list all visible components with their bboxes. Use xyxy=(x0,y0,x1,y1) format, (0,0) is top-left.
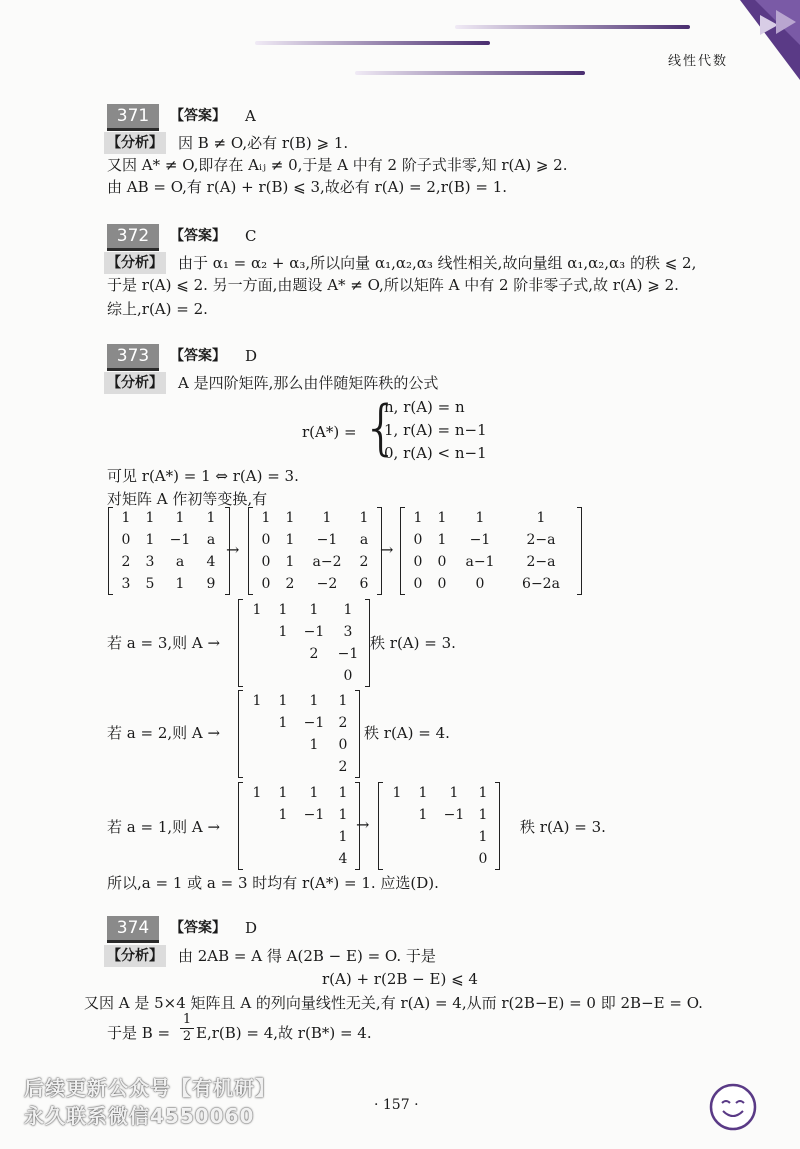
analysis-line: 由于 α₁ = α₂ + α₃,所以向量 α₁,α₂,α₃ 线性相关,故向量组 α₁,α₂,α₃ 的秩 ⩽ 2, xyxy=(178,254,697,272)
matrix-entry: 1 xyxy=(175,576,185,592)
matrix-entry: 2−a xyxy=(526,554,556,570)
matrix-entry xyxy=(244,756,270,778)
matrix-entry: 0 xyxy=(413,532,423,548)
matrix-entry: 2 xyxy=(338,715,348,731)
matrix-entry: 2 xyxy=(359,554,369,570)
watermark-line-1: 后续更新公众号【有机研】 xyxy=(24,1076,276,1100)
matrix-entry: 1 xyxy=(338,785,348,801)
fraction-denominator: 2 xyxy=(182,1029,192,1044)
header-bar-1 xyxy=(455,25,690,29)
matrix-entry xyxy=(244,826,270,848)
matrix-entry: 1 xyxy=(278,715,288,731)
analysis-line: 于是 B = xyxy=(107,1024,171,1042)
matrix-entry: 1 xyxy=(252,785,262,801)
matrix-entry: 6−2a xyxy=(522,576,560,592)
matrix-entry: 0 xyxy=(413,576,423,592)
answer-label: 【答案】 xyxy=(170,348,226,364)
matrix-case-a3 xyxy=(238,599,370,687)
matrix-step1 xyxy=(248,507,382,595)
matrix-entry: 1 xyxy=(478,807,488,823)
matrix-entry: 0 xyxy=(261,554,271,570)
matrix-entry: 2 xyxy=(338,759,348,775)
matrix-entry xyxy=(244,643,270,665)
matrix-entry: −1 xyxy=(443,807,465,823)
matrix-entry: 1 xyxy=(285,554,295,570)
analysis-line: A 是四阶矩阵,那么由伴随矩阵秩的公式 xyxy=(178,374,439,392)
matrix-entry xyxy=(270,826,296,848)
matrix-entry: 3 xyxy=(121,576,131,592)
matrix-entry xyxy=(436,826,472,848)
matrix-entry: 1 xyxy=(145,532,155,548)
matrix-entry: 1 xyxy=(322,510,332,526)
answer-label: 【答案】 xyxy=(170,920,226,936)
case-a2-rank: 秩 r(A) = 4. xyxy=(364,724,450,742)
matrix-entry xyxy=(244,665,270,687)
matrix-entry: −1 xyxy=(169,532,191,548)
matrix-case-a2 xyxy=(238,690,360,778)
matrix-entry: 1 xyxy=(437,532,447,548)
rank-formula-lhs: r(A*) = xyxy=(302,423,357,441)
analysis-line: 综上,r(A) = 2. xyxy=(107,300,208,318)
arrow-icon: → xyxy=(380,540,394,559)
matrix-entry: 1 xyxy=(392,785,402,801)
answer-label: 【答案】 xyxy=(170,228,226,244)
matrix-entry xyxy=(270,665,296,687)
matrix-entry: 4 xyxy=(338,851,348,867)
matrix-entry: 1 xyxy=(252,602,262,618)
matrix-entry: a xyxy=(359,532,369,548)
conclusion-line: 所以,a = 1 或 a = 3 时均有 r(A*) = 1. 应选(D). xyxy=(107,874,439,892)
matrix-entry xyxy=(244,621,270,643)
matrix-entry: 9 xyxy=(206,576,216,592)
matrix-entry: 1 xyxy=(278,602,288,618)
matrix-entry: 0 xyxy=(413,554,423,570)
matrix-entry: a xyxy=(175,554,185,570)
analysis-label: 【分析】 xyxy=(104,945,166,967)
matrix-entry: 1 xyxy=(309,693,319,709)
matrix-entry: −1 xyxy=(303,715,325,731)
matrix-entry: 1 xyxy=(338,807,348,823)
matrix-entry xyxy=(270,756,296,778)
matrix-entry: 1 xyxy=(475,510,485,526)
answer-value: D xyxy=(245,919,258,937)
matrix-entry: 2−a xyxy=(526,532,556,548)
answer-value: C xyxy=(245,227,257,245)
matrix-entry: 1 xyxy=(261,510,271,526)
arrow-icon: → xyxy=(226,540,240,559)
matrix-entry: 1 xyxy=(285,532,295,548)
matrix-entry xyxy=(244,734,270,756)
matrix-entry: 1 xyxy=(338,829,348,845)
matrix-entry: a xyxy=(206,532,216,548)
matrix-entry: −1 xyxy=(303,624,325,640)
matrix-entry: 0 xyxy=(478,851,488,867)
matrix-entry: −1 xyxy=(316,532,338,548)
question-number-371: 371 xyxy=(107,104,159,128)
matrix-entry: 1 xyxy=(478,829,488,845)
analysis-line: 对矩阵 A 作初等变换,有 xyxy=(107,490,268,508)
matrix-entry: −2 xyxy=(316,576,338,592)
question-number-373: 373 xyxy=(107,344,159,368)
matrix-entry: 0 xyxy=(343,668,353,684)
cases-brace: { xyxy=(362,393,401,463)
matrix-entry: 1 xyxy=(175,510,185,526)
matrix-entry: 1 xyxy=(343,602,353,618)
case-line: n, r(A) = n xyxy=(384,398,465,416)
matrix-entry: 1 xyxy=(359,510,369,526)
case-a3-label: 若 a = 3,则 A → xyxy=(107,634,221,652)
matrix-entry: 6 xyxy=(359,576,369,592)
page-number: · 157 · xyxy=(374,1097,419,1113)
matrix-entry xyxy=(384,826,410,848)
matrix-entry: 1 xyxy=(309,737,319,753)
matrix-entry xyxy=(296,665,332,687)
matrix-entry xyxy=(244,804,270,826)
matrix-entry: 2 xyxy=(285,576,295,592)
matrix-entry xyxy=(296,848,332,870)
matrix-entry: 1 xyxy=(418,807,428,823)
analysis-line: 因 B ≠ O,必有 r(B) ⩾ 1. xyxy=(178,134,349,152)
matrix-entry: 1 xyxy=(278,785,288,801)
matrix-entry: 1 xyxy=(206,510,216,526)
matrix-original xyxy=(108,507,230,595)
matrix-entry: 1 xyxy=(536,510,546,526)
matrix-entry: 1 xyxy=(309,785,319,801)
matrix-entry xyxy=(270,734,296,756)
analysis-line: 由 2AB = A 得 A(2B − E) = O. 于是 xyxy=(178,947,436,965)
analysis-line: 又因 A* ≠ O,即存在 Aᵢⱼ ≠ 0,于是 A 中有 2 阶子式非零,知 r(A) ⩾ 2. xyxy=(107,156,568,174)
matrix-entry: 1 xyxy=(285,510,295,526)
matrix-entry: 1 xyxy=(338,693,348,709)
arrow-icon: → xyxy=(356,815,370,834)
matrix-case-a1 xyxy=(238,782,360,870)
case-a1-label: 若 a = 1,则 A → xyxy=(107,818,221,836)
matrix-entry: 2 xyxy=(121,554,131,570)
matrix-entry: 1 xyxy=(309,602,319,618)
analysis-line: 可见 r(A*) = 1 ⇔ r(A) = 3. xyxy=(107,467,299,485)
matrix-entry: 1 xyxy=(478,785,488,801)
matrix-entry: 5 xyxy=(145,576,155,592)
case-a1-rank: 秩 r(A) = 3. xyxy=(520,818,606,836)
analysis-line: 又因 A 是 5×4 矩阵且 A 的列向量线性无关,有 r(A) = 4,从而 r(2B−E) = 0 即 2B−E = O. xyxy=(84,994,703,1012)
matrix-entry xyxy=(270,643,296,665)
analysis-line: 于是 r(A) ⩽ 2. 另一方面,由题设 A* ≠ O,所以矩阵 A 中有 2 阶非零子式,故 r(A) ⩾ 2. xyxy=(107,276,679,294)
matrix-entry: 2 xyxy=(309,646,319,662)
matrix-entry: 3 xyxy=(343,624,353,640)
matrix-entry: 0 xyxy=(261,576,271,592)
matrix-entry: 1 xyxy=(252,693,262,709)
matrix-entry: 3 xyxy=(145,554,155,570)
matrix-entry xyxy=(436,848,472,870)
matrix-entry: 1 xyxy=(121,510,131,526)
matrix-entry xyxy=(244,712,270,734)
analysis-label: 【分析】 xyxy=(104,132,166,154)
analysis-label: 【分析】 xyxy=(104,372,166,394)
matrix-case-a1-reduced xyxy=(378,782,500,870)
matrix-entry xyxy=(296,826,332,848)
case-line: 1, r(A) = n−1 xyxy=(384,421,487,439)
question-number-374: 374 xyxy=(107,916,159,940)
matrix-entry: 1 xyxy=(278,693,288,709)
matrix-entry: 0 xyxy=(261,532,271,548)
matrix-entry: 1 xyxy=(449,785,459,801)
matrix-entry: 0 xyxy=(475,576,485,592)
matrix-entry: −1 xyxy=(303,807,325,823)
matrix-entry xyxy=(384,804,410,826)
matrix-entry: 1 xyxy=(418,785,428,801)
matrix-entry: 0 xyxy=(338,737,348,753)
matrix-entry: 1 xyxy=(278,624,288,640)
matrix-entry xyxy=(270,848,296,870)
matrix-entry: 1 xyxy=(278,807,288,823)
matrix-step2 xyxy=(400,507,582,595)
question-number-372: 372 xyxy=(107,224,159,248)
header-bar-2 xyxy=(255,41,490,45)
matrix-entry: 1 xyxy=(437,510,447,526)
case-a3-rank: 秩 r(A) = 3. xyxy=(370,634,456,652)
fraction-numerator: 1 xyxy=(180,1012,194,1029)
analysis-line: r(A) + r(2B − E) ⩽ 4 xyxy=(322,970,478,988)
analysis-line: 由 AB = O,有 r(A) + r(B) ⩽ 3,故必有 r(A) = 2,r(B) = 1. xyxy=(107,178,508,196)
matrix-entry: 4 xyxy=(206,554,216,570)
header-bar-3 xyxy=(355,71,585,75)
analysis-label: 【分析】 xyxy=(104,252,166,274)
matrix-entry xyxy=(244,848,270,870)
smiley-icon xyxy=(706,1080,760,1134)
matrix-entry xyxy=(410,826,436,848)
fraction xyxy=(180,1012,194,1045)
matrix-entry: 1 xyxy=(413,510,423,526)
section-title: 线性代数 xyxy=(668,54,729,69)
matrix-entry: 1 xyxy=(145,510,155,526)
matrix-entry: 0 xyxy=(121,532,131,548)
matrix-entry xyxy=(296,756,332,778)
matrix-entry: a−1 xyxy=(465,554,495,570)
matrix-entry xyxy=(410,848,436,870)
analysis-line: E,r(B) = 4,故 r(B*) = 4. xyxy=(196,1024,372,1042)
matrix-entry: −1 xyxy=(469,532,491,548)
matrix-entry: 0 xyxy=(437,576,447,592)
watermark-line-2: 永久联系微信4550060 xyxy=(24,1104,255,1128)
matrix-entry: 0 xyxy=(437,554,447,570)
case-line: 0, r(A) < n−1 xyxy=(384,444,487,462)
matrix-entry: −1 xyxy=(337,646,359,662)
answer-value: D xyxy=(245,347,258,365)
matrix-entry xyxy=(384,848,410,870)
answer-label: 【答案】 xyxy=(170,108,226,124)
case-a2-label: 若 a = 2,则 A → xyxy=(107,724,221,742)
answer-value: A xyxy=(245,107,256,125)
matrix-entry: a−2 xyxy=(312,554,342,570)
